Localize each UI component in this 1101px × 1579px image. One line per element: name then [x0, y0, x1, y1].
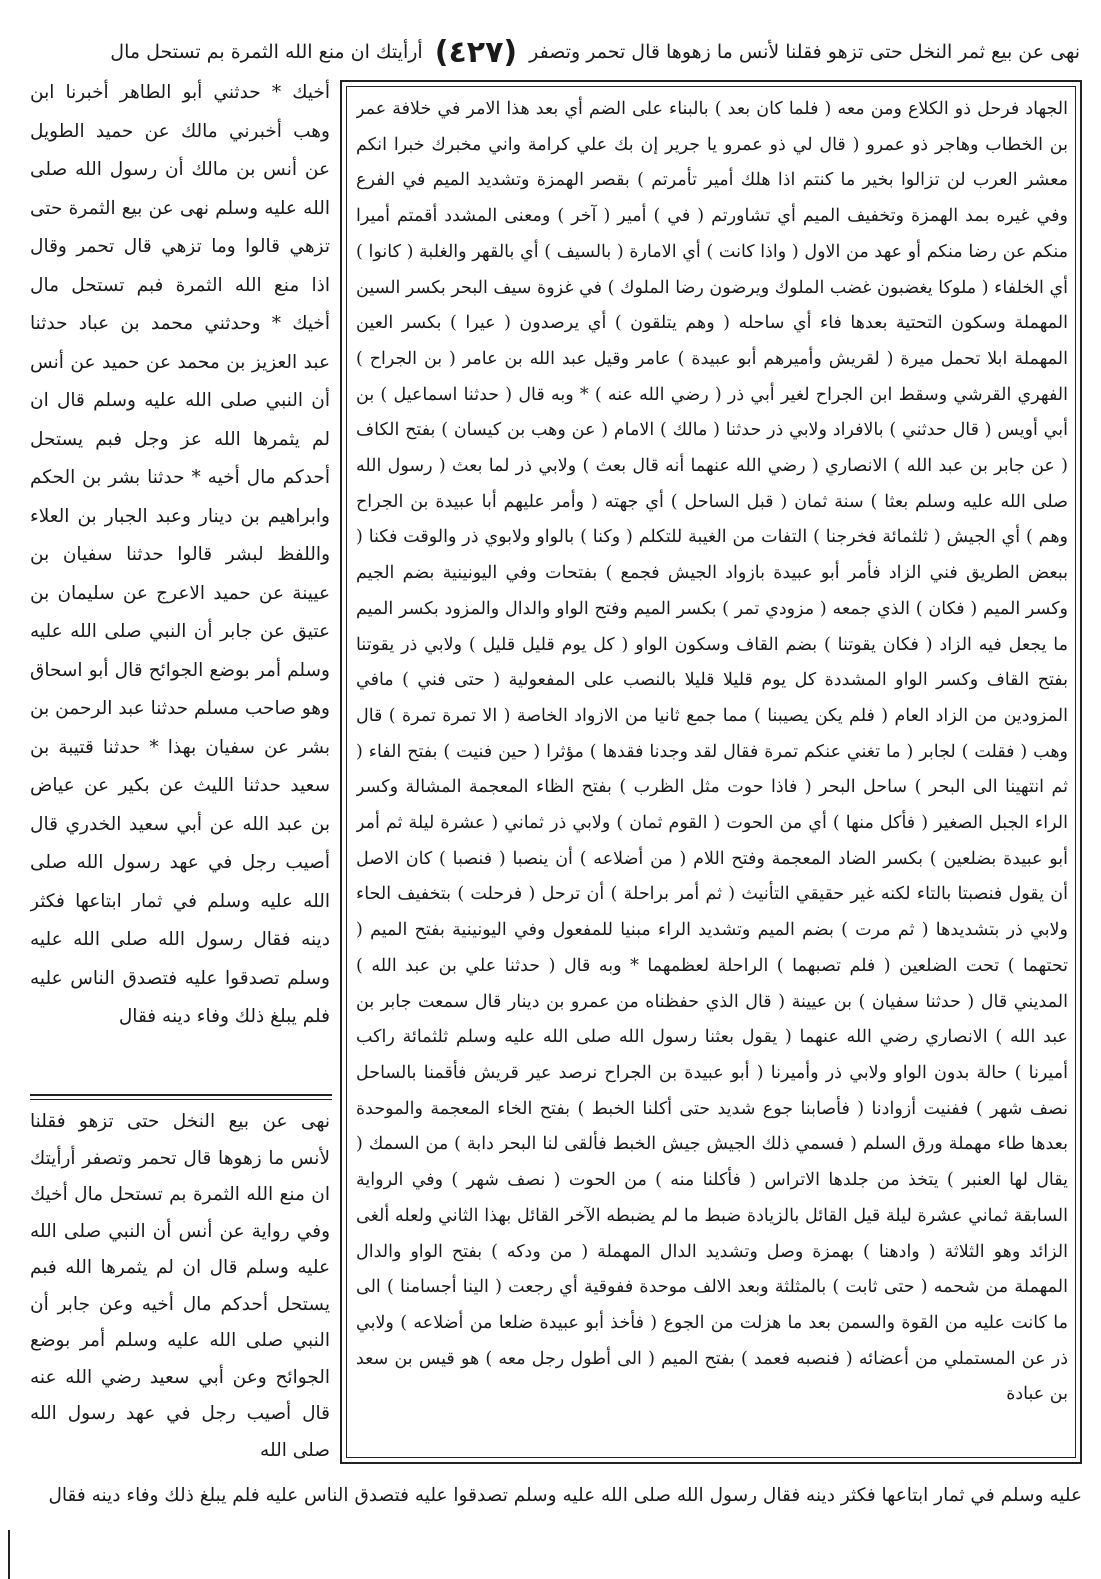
margin-column-lower — [30, 1104, 330, 1464]
footer-line — [30, 1476, 1082, 1516]
margin-text-upper: أخيك * حدثني أبو الطاهر أخبرنا ابن وهب أخبرني مالك عن حميد الطويل عن أنس بن مالك أن رسول الله صلى الله عليه وسلم نهى عن بيع الثمرة حتى تزهي قالوا وما تزهي قال تحمر وقال اذا منع الله الثمرة فبم تستحل مال أخيك * وحدثني محمد بن عباد حدثنا عبد العزيز بن محمد عن حميد عن أنس أن النبي صلى الله عليه وسلم قال ان لم يثمرها الله عز وجل فبم يستحل أحدكم مال أخيه * حدثنا بشر بن الحكم وابراهيم بن دينار وعبد الجبار بن العلاء واللفظ لبشر قالوا حدثنا سفيان بن عيينة عن حميد الاعرج عن سليمان بن عتيق عن جابر أن النبي صلى الله عليه وسلم أمر بوضع الجوائح قال أبو اسحاق وهو صاحب مسلم حدثنا عبد الرحمن بن بشر عن سفيان بهذا * حدثنا قتيبة بن سعيد حدثنا الليث عن بكير عن عياض بن عبد الله عن أبي سعيد الخدري قال أصيب رجل في عهد رسول الله صلى الله عليه وسلم في ثمار ابتاعها فكثر دينه فقال رسول الله صلى الله عليه وسلم تصدقوا عليه فتصدق الناس عليه فلم يبلغ ذلك وفاء دينه فقال — [30, 82, 330, 1027]
page-number-value: ٤٢٧ — [448, 35, 504, 70]
page-number: (٤٢٧) — [434, 35, 518, 70]
header-text-end: أرأيتك ان منع الله الثمرة بم تستحل مال — [110, 41, 423, 63]
margin-divider — [30, 1094, 332, 1096]
binding-edge-mark — [8, 1530, 10, 1579]
footer-text: عليه وسلم في ثمار ابتاعها فكثر دينه فقال رسول الله صلى الله عليه وسلم تصدقوا عليه فتصدق الناس عليه فلم يبلغ ذلك وفاء دينه فقال — [48, 1485, 1082, 1506]
margin-divider-thin — [30, 1099, 332, 1100]
commentary-body — [356, 92, 1068, 1454]
commentary-text: الجهاد فرحل ذو الكلاع ومن معه ( فلما كان بعد ) بالبناء على الضم أي بعد هذا الامر في خلافة عمر بن الخطاب وهاجر ذو عمرو ( قال لي ذو عمرو يا جرير إن بك علي كرامة واني مخبرك خبرا انكم معشر العرب لن تزالوا بخير ما كنتم اذا هلك أمير تأمرتم ) بقصر الهمزة وتشديد الميم في الفرع وفي غيره بمد الهمزة وتخفيف الميم أي تشاورتم ( في ) أمير ( آخر ) ومعنى المشدد أقمتم أميرا منكم عن رضا منكم أو عهد من الاول ( واذا كانت ) أي الامارة ( بالسيف ) أي بالقهر والغلبة ( كانوا ) أي الخلفاء ( ملوكا يغضبون غضب الملوك ويرضون رضا الملوك ) في غزوة سيف البحر بكسر السين المهملة وسكون التحتية بعدها فاء أي ساحله ( وهم يتلقون ) أي يرصدون ( عيرا ) بكسر العين المهملة ابلا تحمل ميرة ( لقريش وأميرهم أبو عبيدة ) عامر وقيل عبد الله بن عامر ( بن الجراح ) الفهري القرشي وسقط ابن الجراح لغير أبي ذر ( رضي الله عنه ) * وبه قال ( حدثنا اسماعيل ) بن أبي أويس ( قال حدثني ) بالافراد ولابي ذر حدثنا ( مالك ) الامام ( عن وهب بن كيسان ) بفتح الكاف ( عن جابر بن عبد الله ) الانصاري ( رضي الله عنهما أنه قال بعث ) ولابي ذر لما بعث ( رسول الله صلى الله عليه وسلم بعثا ) سنة ثمان ( قبل الساحل ) أي جهته ( وأمر عليهم أبا عبيدة بن الجراح وهم ) أي الجيش ( ثلثمائة فخرجنا ) التفات من الغيبة للتكلم ( وكنا ) بالواو ولابوي ذر والوقت فكنا ( ببعض الطريق فني الزاد فأمر أبو عبيدة بازواد الجيش فجمع ) بفتحات وفي اليونينية بضم الجيم وكسر الميم ( فكان ) الذي جمعه ( مزودي تمر ) بكسر الميم وفتح الواو والدال والمزود بكسر الميم ما يجعل فيه الزاد ( فكان يقوتنا ) بضم القاف وسكون الواو ( كل يوم قليل قليل ) ولابي ذر يقوتنا بفتح القاف وكسر الواو المشددة كل يوم قليلا قليلا بالنصب على المفعولية ( حتى فني ) مافي المزودين من الزاد العام ( فلم يكن يصيبنا ) مما جمع ثانيا من الازواد الخاصة ( الا تمرة تمرة ) قال وهب ( فقلت ) لجابر ( ما تغني عنكم تمرة فقال لقد وجدنا فقدها ) مؤثرا ( حين فنيت ) بفتح الفاء ( ثم انتهينا الى البحر ) ساحل البحر ( فاذا حوت مثل الظرب ) بفتح الظاء المعجمة المشالة وكسر الراء الجبل الصغير ( فأكل منها ) أي من الحوت ( القوم ثمان ) ولابي ذر ثماني ( عشرة ليلة ثم أمر أبو عبيدة بضلعين ) بكسر الضاد المعجمة وفتح اللام ( من أضلاعه ) أن ينصبا ( فنصبا ) كان الاصل أن يقول فنصبتا بالتاء لكنه غير حقيقي التأنيث ( ثم أمر براحلة ) أن ترحل ( فرحلت ) بتخفيف الحاء ولابي ذر بتشديدها ( ثم مرت ) بضم الميم وتشديد الراء مبنيا للمفعول وفي اليونينية بفتح الميم ( تحتهما ) تحت الضلعين ( فلم تصبهما ) الراحلة لعظمهما * وبه قال ( حدثنا علي بن عبد الله ) المديني قال ( حدثنا سفيان ) بن عيينة ( قال الذي حفظناه من عمرو بن دينار قال سمعت جابر بن عبد الله ) الانصاري رضي الله عنهما ( يقول بعثنا رسول الله صلى الله عليه وسلم ثلثمائة راكب أميرنا ) حالة بدون الواو ولابي ذر وأميرنا ( أبو عبيدة بن الجراح نرصد عير قريش فأقمنا بالساحل نصف شهر ) ففنيت أزوادنا ( فأصابنا جوع شديد حتى أكلنا الخبط ) بفتح الخاء المعجمة والموحدة بعدها طاء مهملة ورق السلم ( فسمي ذلك الجيش جيش الخبط فألقى لنا البحر دابة ) من السمك ( يقال لها العنبر ) يتخذ من جلدها الاتراس ( فأكلنا منه ) من الحوت ( نصف شهر ) وفي الرواية السابقة ثماني عشرة ليلة قيل القائل بالزيادة ضبط ما لم يضبطه الآخر القائل بهذا الثاني ولعله ألغى الزائد وهو الثلاثة ( وادهنا ) بهمزة وصل وتشديد الدال المهملة ( من ودكه ) بفتح الواو والدال المهملة من شحمه ( حتى ثابت ) بالمثلثة وبعد الالف موحدة ففوقية أي رجعت ( الينا أجسامنا ) الى ما كانت عليه من القوة والسمن بعد ما هزلت من الجوع ( فأخذ أبو عبيدة ضلعا من أضلاعه ) ولابي ذر عن المستملي من أعضائه ( فنصبه فعمد ) بفتح الميم ( الى أطول رجل معه ) هو قيس بن سعد بن عبادة — [356, 99, 1068, 1405]
header-line — [30, 32, 1080, 72]
margin-text-lower: نهى عن بيع النخل حتى تزهو فقلنا لأنس ما زهوها قال تحمر وتصفر أرأيتك ان منع الله الثمرة بم تستحل مال أخيك وفي رواية عن أنس أن النبي صلى الله عليه وسلم قال ان لم يثمرها الله فبم يستحل أحدكم مال أخيه وعن جابر أن النبي صلى الله عليه وسلم أمر بوضع الجوائح وعن أبي سعيد رضي الله عنه قال أصيب رجل في عهد رسول الله صلى الله — [30, 1111, 330, 1461]
margin-column-upper — [30, 74, 330, 1094]
header-text-start: نهى عن بيع ثمر النخل حتى تزهو فقلنا لأنس ما زهوها قال تحمر وتصفر — [529, 41, 1080, 63]
commentary-frame — [340, 80, 1082, 1464]
